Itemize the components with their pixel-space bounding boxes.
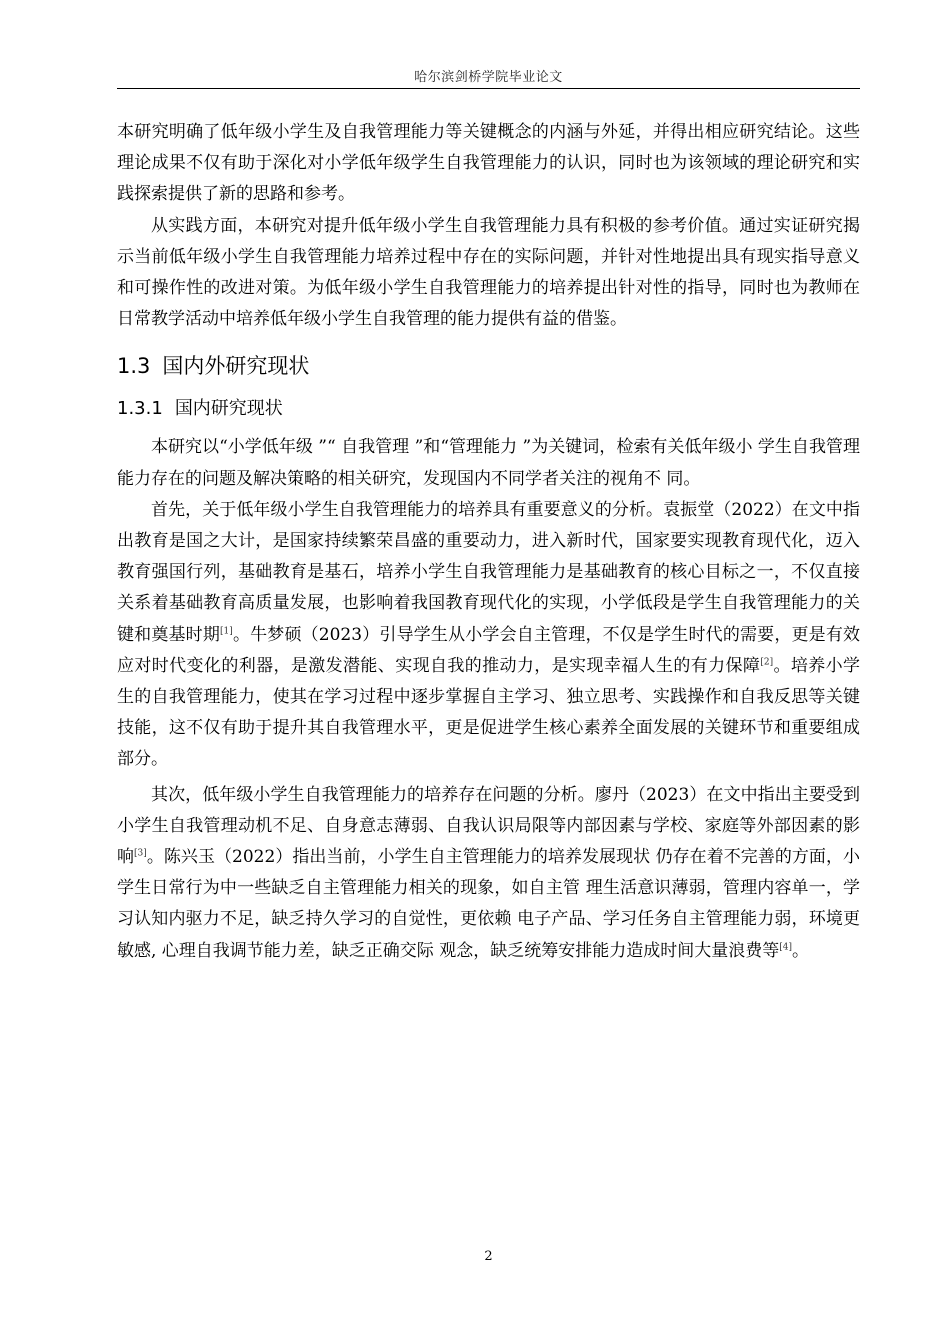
paragraph-search-keywords: 本研究以“小学低年级 ”“ 自我管理 ”和“管理能力 ”为关键词，检索有关低年级小 学生自我管理能力存在的问题及解决策略的相关研究，发现国内不同学者关注的视角不 同。 bbox=[117, 437, 860, 489]
paragraph-importance-analysis bbox=[117, 495, 860, 776]
section-number: 1.3 bbox=[117, 354, 151, 379]
citation-1: [1] bbox=[220, 625, 233, 636]
subsection-title: 国内研究现状 bbox=[174, 398, 283, 420]
subsection-heading-1-3-1 bbox=[117, 393, 860, 425]
text-span: 其次，低年级小学生自我管理能力的培养存在问题的分析。廖丹（2023）在文中指出主要受到小学生自我管理动机不足、自身意志薄弱、自我认识局限等内部因素与学校、家庭等外部因素的影响 bbox=[117, 784, 860, 868]
text-span: 。牛梦硕（2023）引导学生从小学会自主管理，不仅是学生时代的需要，更是有效应对时代变化的利器，是激发潜能、实现自我的推动力，是实现幸福人生的有力保障 bbox=[117, 624, 861, 676]
citation-2: [2] bbox=[760, 657, 774, 668]
page-header: 哈尔滨剑桥学院毕业论文 bbox=[414, 70, 563, 85]
paragraph-theory-significance: 本研究明确了低年级小学生及自我管理能力等关键概念的内涵与外延，并得出相应研究结论。这些理论成果不仅有助于深化对小学低年级学生自我管理能力的认识，同时也为该领域的理论研究和实践探索提供了新的思路和参考。 bbox=[117, 122, 860, 205]
header-divider bbox=[117, 88, 860, 89]
text-span: 首先，关于低年级小学生自我管理能力的培养具有重要意义的分析。袁振堂（2022）在文中指出教育是国之大计，是国家持续繁荣昌盛的重要动力，进入新时代，国家要实现教育现代化，迈入教育强国行列，基础教育是基石，培养小学生自我管理能力是基础教育的核心目标之一，不仅直接关系着基础教育高质量发展，也影响着我国教育现代化的实现，小学低段是学生自我管理能力的关键和奠基时期 bbox=[117, 499, 860, 645]
citation-3: [3] bbox=[134, 848, 147, 859]
subsection-number: 1.3.1 bbox=[117, 398, 163, 420]
document-body bbox=[117, 117, 860, 967]
citation-4: [4] bbox=[779, 942, 792, 953]
paragraph-problem-analysis bbox=[117, 780, 860, 967]
text-span: 。培养小学生的自我管理能力，使其在学习过程中逐步掌握自主学习、独立思考、实践操作和自我反思等关键技能，这不仅有助于提升其自我管理水平，更是促进学生核心素养全面发展的关键环节和重要组成部分。 bbox=[117, 655, 861, 770]
text-span: 。陈兴玉（2022）指出当前，小学生自主管理能力的培养发展现状 仍存在着不完善的方面，小学生日常行为中一些缺乏自主管理能力相关的现象，如自主管 理生活意识薄弱，管理内容单一，学习认知内驱力不足，缺乏持久学习的自觉性，更依赖 电子产品、学习任务自主管理能力弱，环境更敏感, 心理自我调节能力差，缺乏正确交际 观念，缺乏统筹安排能力造成时间大量浪费等 bbox=[117, 847, 861, 961]
page-number: 2 bbox=[484, 1249, 493, 1264]
paragraph-practice-significance: 从实践方面，本研究对提升低年级小学生自我管理能力具有积极的参考价值。通过实证研究揭示当前低年级小学生自我管理能力培养过程中存在的实际问题，并针对性地提出具有现实指导意义和可操作性的改进对策。为低年级小学生自我管理能力的培养提出针对性的指导，同时也为教师在日常教学活动中培养低年级小学生自我管理的能力提供有益的借鉴。 bbox=[117, 215, 860, 330]
text-span: 。 bbox=[791, 940, 809, 961]
section-title: 国内外研究现状 bbox=[162, 354, 310, 379]
section-heading-1-3 bbox=[117, 349, 860, 383]
